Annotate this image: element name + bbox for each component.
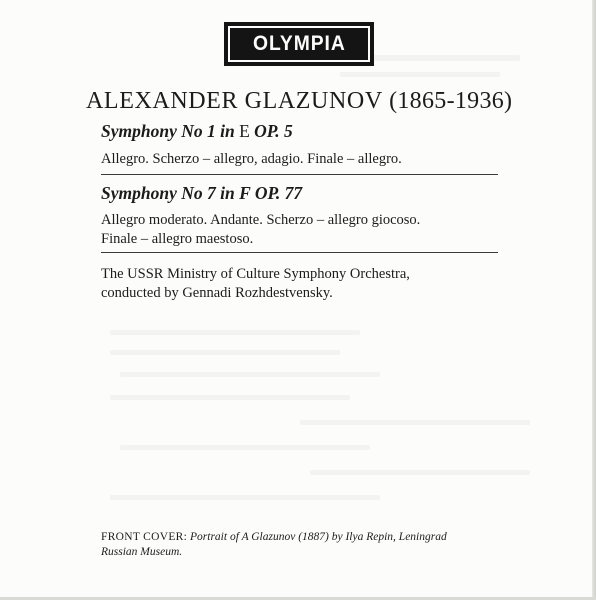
bleed-through [120, 372, 380, 377]
bleed-through [110, 350, 340, 355]
bleed-through [110, 330, 360, 335]
bleed-through [340, 72, 500, 77]
credits-label: FRONT COVER: [101, 531, 188, 543]
composer-dates: (1865-1936) [389, 88, 513, 114]
credits-line-1: Portrait of A Glazunov (1887) by Ilya Repin, Leningrad [190, 531, 447, 543]
page-edge [592, 0, 596, 600]
composer-name: ALEXANDER GLAZUNOV [86, 88, 383, 114]
work-opus: OP. 77 [254, 183, 303, 203]
work-movements-2a: Allegro moderato. Andante. Scherzo – allegro giocoso. [101, 212, 421, 228]
bleed-through [110, 395, 350, 400]
performers-line-1: The USSR Ministry of Culture Symphony Orchestra, [101, 266, 410, 282]
work-opus: OP. 5 [254, 121, 293, 141]
work-title-2 [101, 183, 302, 204]
work-key: E [239, 121, 250, 141]
bleed-through [110, 495, 380, 500]
logo-text: OLYMPIA [252, 32, 346, 55]
bleed-through [310, 470, 530, 475]
divider [101, 174, 498, 175]
performers-line-2: conducted by Gennadi Rozhdestvensky. [101, 285, 333, 301]
olympia-logo [224, 22, 374, 66]
work-movements-2b: Finale – allegro maestoso. [101, 231, 254, 247]
divider [101, 252, 498, 253]
credits-line-2: Russian Museum. [101, 546, 183, 558]
work-movements-1: Allegro. Scherzo – allegro, adagio. Finale – allegro. [101, 151, 402, 167]
work-title-1 [101, 121, 293, 142]
work-title-text: Symphony No 1 in [101, 121, 235, 141]
bleed-through [300, 420, 530, 425]
bleed-through [120, 445, 370, 450]
composer-heading [86, 88, 512, 115]
work-title-text: Symphony No 7 in F [101, 183, 251, 203]
cover-credits [101, 530, 521, 560]
